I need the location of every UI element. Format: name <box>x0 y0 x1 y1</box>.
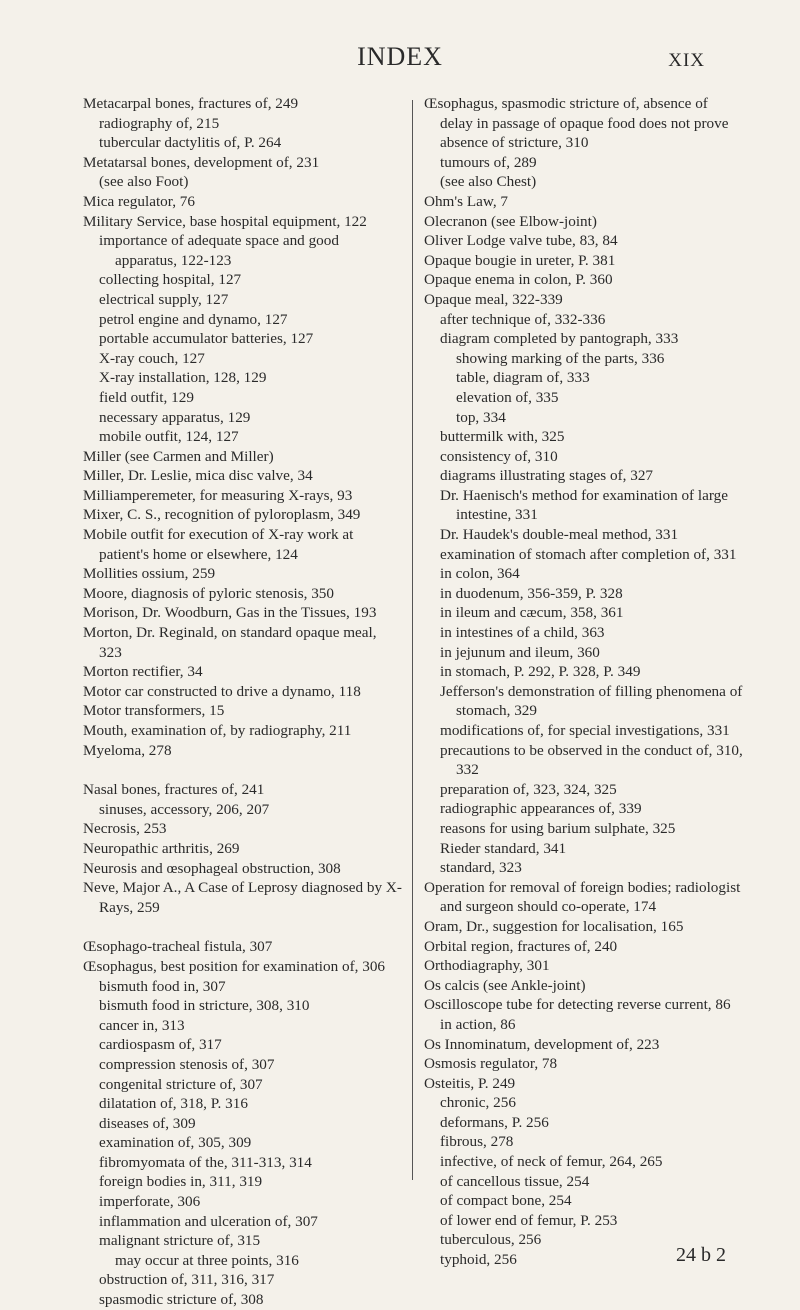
index-entry: Mollities ossium, 259 <box>83 565 216 583</box>
index-entry: Metacarpal bones, fractures of, 249 <box>83 95 299 112</box>
index-entry: Morton rectifier, 34 <box>83 663 203 681</box>
index-entry: Osteitis, P. 249 <box>424 1074 516 1092</box>
index-entry: Oram, Dr., suggestion for localisation, 165 <box>424 917 684 935</box>
index-entry: Morton, Dr. Reginald, on standard opaque meal, 323 <box>83 624 377 661</box>
index-subentry: showing marking of the parts, 336 <box>456 349 665 367</box>
index-subentry: of lower end of femur, P. 253 <box>440 1211 618 1229</box>
index-subentry: diagram completed by pantograph, 333 <box>440 330 679 348</box>
index-subentry: of compact bone, 254 <box>440 1192 572 1210</box>
index-entry: Opaque bougie in ureter, P. 381 <box>424 251 616 269</box>
index-entry: Olecranon (see Elbow-joint) <box>424 212 597 230</box>
index-subentry: (see also Chest) <box>440 173 537 191</box>
index-subentry: tuberculous, 256 <box>440 1231 542 1249</box>
index-subentry: buttermilk with, 325 <box>440 428 565 446</box>
index-subentry: Rieder standard, 341 <box>440 839 567 857</box>
page-header <box>0 42 800 82</box>
index-subentry: fibromyomata of the, 311-313, 314 <box>99 1153 312 1171</box>
column-divider <box>412 100 413 1180</box>
index-entry: Orbital region, fractures of, 240 <box>424 937 618 955</box>
index-entry: Ohm's Law, 7 <box>424 192 509 210</box>
index-subentry: petrol engine and dynamo, 127 <box>99 310 288 328</box>
index-subentry: deformans, P. 256 <box>440 1113 549 1131</box>
index-subentry: bismuth food in stricture, 308, 310 <box>99 997 310 1015</box>
index-entry: Oscilloscope tube for detecting reverse current, 86 <box>424 996 731 1014</box>
index-subentry: modifications of, for special investigations, 331 <box>440 722 730 739</box>
index-entry: Oliver Lodge valve tube, 83, 84 <box>424 232 618 250</box>
index-subentry: typhoid, 256 <box>440 1251 517 1269</box>
index-entry: Orthodiagraphy, 301 <box>424 957 550 975</box>
index-subentry: congenital stricture of, 307 <box>99 1075 263 1093</box>
index-subentry: collecting hospital, 127 <box>99 271 242 289</box>
index-entry: Nasal bones, fractures of, 241 <box>83 781 265 799</box>
index-entry: Os calcis (see Ankle-joint) <box>424 976 586 994</box>
index-subentry: precautions to be observed in the conduct of, 310, 332 <box>440 741 743 779</box>
index-subentry: table, diagram of, 333 <box>456 369 590 387</box>
index-entry: Neve, Major A., A Case of Leprosy diagnosed by X-Rays, 259 <box>83 879 402 916</box>
index-subentry: sinuses, accessory, 206, 207 <box>99 800 270 818</box>
index-subentry: in action, 86 <box>440 1015 516 1033</box>
index-subentry: X-ray couch, 127 <box>99 349 205 367</box>
index-subentry: mobile outfit, 124, 127 <box>99 428 239 446</box>
index-subentry: elevation of, 335 <box>456 388 559 406</box>
index-entry: Myeloma, 278 <box>83 741 172 759</box>
index-subentry: importance of adequate space and good apparatus, 122-123 <box>99 232 339 269</box>
index-subentry: infective, of neck of femur, 264, 265 <box>440 1153 663 1171</box>
index-entry: Neuropathic arthritis, 269 <box>83 839 240 857</box>
index-entry: Opaque enema in colon, P. 360 <box>424 271 613 289</box>
index-entry: Mouth, examination of, by radiography, 211 <box>83 722 352 739</box>
index-subentry: cardiospasm of, 317 <box>99 1036 222 1054</box>
index-entry: Motor car constructed to drive a dynamo, 118 <box>83 682 361 700</box>
index-subentry: top, 334 <box>456 408 506 426</box>
printer-signature: 24 b 2 <box>676 1244 726 1266</box>
index-entry: Mobile outfit for execution of X-ray work at patient's home or elsewhere, 124 <box>83 526 354 563</box>
index-subentry: field outfit, 129 <box>99 388 194 406</box>
index-entry: Mixer, C. S., recognition of pyloroplasm, 349 <box>83 506 361 524</box>
index-subentry: radiographic appearances of, 339 <box>440 800 642 818</box>
index-entry: Miller, Dr. Leslie, mica disc valve, 34 <box>83 467 313 485</box>
index-subentry: consistency of, 310 <box>440 447 558 465</box>
index-subentry: diseases of, 309 <box>99 1114 196 1132</box>
index-subentry: bismuth food in, 307 <box>99 977 226 995</box>
index-subentry: necessary apparatus, 129 <box>99 408 251 426</box>
index-subentry: in intestines of a child, 363 <box>440 624 605 642</box>
index-entry: Œsophagus, best position for examination of, 306 <box>83 957 386 975</box>
index-entry: Military Service, base hospital equipment, 122 <box>83 212 367 230</box>
index-subentry: diagrams illustrating stages of, 327 <box>440 467 654 485</box>
index-subentry: compression stenosis of, 307 <box>99 1055 275 1073</box>
index-column-right <box>424 94 744 1270</box>
page-title: INDEX <box>357 42 443 71</box>
index-entry: Œsophagus, spasmodic stricture of, absence of delay in passage of opaque food does not prove absence of stricture, 310 <box>424 95 729 152</box>
index-subentry: reasons for using barium sulphate, 325 <box>440 819 676 837</box>
index-entry: Neurosis and œsophageal obstruction, 308 <box>83 859 341 877</box>
section-gap <box>83 760 403 780</box>
index-subentry: electrical supply, 127 <box>99 290 229 308</box>
index-subentry: fibrous, 278 <box>440 1133 514 1151</box>
index-entry: Mica regulator, 76 <box>83 192 195 210</box>
index-subentry: in stomach, P. 292, P. 328, P. 349 <box>440 663 641 681</box>
index-subentry: examination of stomach after completion of, 331 <box>440 545 737 563</box>
index-subentry: Jefferson's demonstration of filling phenomena of stomach, 329 <box>440 682 743 720</box>
index-subentry: obstruction of, 311, 316, 317 <box>99 1271 275 1289</box>
index-subentry: in jejunum and ileum, 360 <box>440 643 600 661</box>
index-subentry: after technique of, 332-336 <box>440 310 606 328</box>
index-subentry: dilatation of, 318, P. 316 <box>99 1095 248 1113</box>
index-entry: Operation for removal of foreign bodies; radiologist and surgeon should co-operate, 174 <box>424 878 741 916</box>
index-entry: Motor transformers, 15 <box>83 702 225 720</box>
section-gap <box>83 917 403 937</box>
index-subentry: in duodenum, 356-359, P. 328 <box>440 584 623 602</box>
index-subentry: imperforate, 306 <box>99 1193 201 1211</box>
index-subentry: in colon, 364 <box>440 565 520 583</box>
index-subentry: standard, 323 <box>440 859 522 877</box>
index-subentry: examination of, 305, 309 <box>99 1134 252 1152</box>
index-entry: Metatarsal bones, development of, 231 <box>83 153 320 171</box>
index-subentry: may occur at three points, 316 <box>115 1251 299 1269</box>
index-subentry: Dr. Haudek's double-meal method, 331 <box>440 526 679 544</box>
index-subentry: preparation of, 323, 324, 325 <box>440 780 617 798</box>
index-entry: Necrosis, 253 <box>83 820 167 838</box>
index-entry: Œsophago-tracheal fistula, 307 <box>83 938 273 956</box>
index-subentry: X-ray installation, 128, 129 <box>99 369 267 387</box>
index-subentry: tubercular dactylitis of, P. 264 <box>99 134 282 152</box>
index-column-left <box>83 94 403 1310</box>
index-subentry: tumours of, 289 <box>440 153 537 171</box>
index-subentry: cancer in, 313 <box>99 1016 185 1034</box>
index-subentry: portable accumulator batteries, 127 <box>99 330 314 348</box>
index-subentry: Dr. Haenisch's method for examination of large intestine, 331 <box>440 486 728 524</box>
index-entry: Morison, Dr. Woodburn, Gas in the Tissues, 193 <box>83 604 377 622</box>
index-entry: Os Innominatum, development of, 223 <box>424 1035 660 1053</box>
index-subentry: malignant stricture of, 315 <box>99 1232 261 1250</box>
index-entry: Moore, diagnosis of pyloric stenosis, 350 <box>83 584 334 602</box>
index-subentry: spasmodic stricture of, 308 <box>99 1291 264 1309</box>
index-subentry: of cancellous tissue, 254 <box>440 1172 590 1190</box>
index-entry: Opaque meal, 322-339 <box>424 290 563 308</box>
index-subentry: inflammation and ulceration of, 307 <box>99 1212 318 1230</box>
index-subentry: in ileum and cæcum, 358, 361 <box>440 604 624 622</box>
index-entry: Osmosis regulator, 78 <box>424 1055 558 1073</box>
index-entry: Miller (see Carmen and Miller) <box>83 447 274 465</box>
page-number: XIX <box>668 50 705 71</box>
index-entry: Milliamperemeter, for measuring X-rays, 93 <box>83 486 353 504</box>
index-subentry: foreign bodies in, 311, 319 <box>99 1173 263 1191</box>
index-subentry: radiography of, 215 <box>99 114 220 132</box>
index-subentry: chronic, 256 <box>440 1094 516 1112</box>
index-subentry: (see also Foot) <box>99 173 189 191</box>
